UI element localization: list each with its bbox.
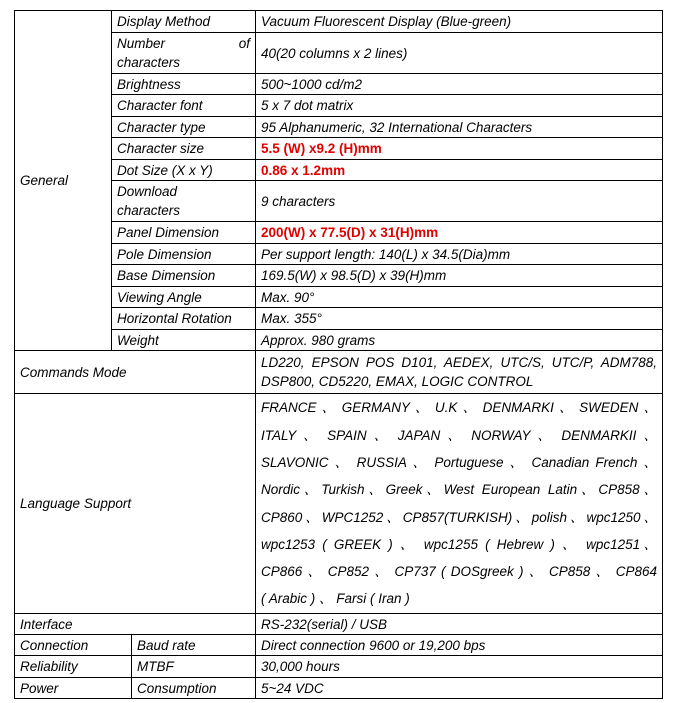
spec-name: Pole Dimension (112, 244, 256, 265)
spec-value: 5 x 7 dot matrix (256, 95, 663, 117)
language-line: CP866 、 CP852 、 CP737 ( DOSgreek ) 、 CP858 、 CP864 (261, 564, 658, 580)
reliability-sub: MTBF (132, 656, 256, 678)
spec-value: 95 Alphanumeric, 32 International Characters (256, 117, 663, 138)
spec-value: Approx. 980 grams (256, 330, 663, 351)
spec-value: Max. 355° (256, 308, 663, 330)
interface-label: Interface (15, 614, 256, 635)
spec-name (112, 33, 256, 74)
spec-name: Character type (112, 117, 256, 138)
spec-value: 40(20 columns x 2 lines) (256, 33, 663, 74)
spec-name: Character size (112, 138, 256, 160)
commands-line: LD220, EPSON POS D101, AEDEX, UTC/S, UTC/P, ADM788, (261, 355, 658, 370)
power-value: 5~24 VDC (256, 678, 663, 699)
spec-value: Max. 90° (256, 287, 663, 308)
spec-name-line2: characters (117, 55, 181, 70)
spec-value: Vacuum Fluorescent Display (Blue-green) (256, 11, 663, 33)
power-label: Power (15, 678, 132, 699)
language-line: CP860、WPC1252、CP857(TURKISH)、polish、wpc1250、 (261, 509, 658, 525)
spec-value-highlight: 0.86 x 1.2mm (256, 160, 663, 181)
spec-name: Weight (112, 330, 256, 351)
spec-name: Brightness (112, 74, 256, 95)
spec-name-line1: Download (117, 184, 178, 199)
spec-name: Viewing Angle (112, 287, 256, 308)
language-line: ( Arabic ) 、 Farsi ( Iran ) (261, 591, 410, 607)
general-label: General (15, 11, 112, 351)
reliability-value: 30,000 hours (256, 656, 663, 678)
language-label: Language Support (15, 394, 256, 614)
commands-label: Commands Mode (15, 351, 256, 394)
spec-value-highlight: 5.5 (W) x9.2 (H)mm (256, 138, 663, 160)
connection-sub: Baud rate (132, 635, 256, 656)
spec-value: Per support length: 140(L) x 34.5(Dia)mm (256, 244, 663, 265)
connection-value: Direct connection 9600 or 19,200 bps (256, 635, 663, 656)
spec-name: Horizontal Rotation (112, 308, 256, 330)
power-sub: Consumption (132, 678, 256, 699)
spec-name-line2: characters (117, 203, 181, 218)
spec-table (14, 10, 663, 699)
spec-name (112, 181, 256, 222)
language-line: FRANCE 、 GERMANY 、 U.K 、 DENMARKI 、 SWEDEN 、 (261, 400, 658, 416)
spec-name: Panel Dimension (112, 222, 256, 244)
interface-value: RS-232(serial) / USB (256, 614, 663, 635)
spec-name: Display Method (112, 11, 256, 33)
spec-value: 169.5(W) x 98.5(D) x 39(H)mm (256, 265, 663, 287)
language-line: wpc1253 ( GREEK ) 、 wpc1255 ( Hebrew ) 、 wpc1251、 (261, 536, 658, 552)
spec-value: 500~1000 cd/m2 (256, 74, 663, 95)
spec-name-line1: Number of (117, 36, 251, 51)
reliability-label: Reliability (15, 656, 132, 678)
spec-name: Dot Size (X x Y) (112, 160, 256, 181)
spec-value: 9 characters (256, 181, 663, 222)
commands-value (256, 351, 663, 394)
spec-name: Character font (112, 95, 256, 117)
language-line: ITALY 、 SPAIN 、 JAPAN 、 NORWAY 、 DENMARKII 、 (261, 427, 658, 443)
language-line: Nordic、Turkish、Greek、West European Latin、CP858、 (261, 482, 658, 498)
commands-line: DSP800, CD5220, EMAX, LOGIC CONTROL (261, 374, 534, 389)
spec-value-highlight: 200(W) x 77.5(D) x 31(H)mm (256, 222, 663, 244)
language-line: SLAVONIC 、 RUSSIA 、 Portuguese 、 Canadian French 、 (261, 454, 658, 470)
connection-label: Connection (15, 635, 132, 656)
spec-name: Base Dimension (112, 265, 256, 287)
language-list (256, 394, 663, 614)
